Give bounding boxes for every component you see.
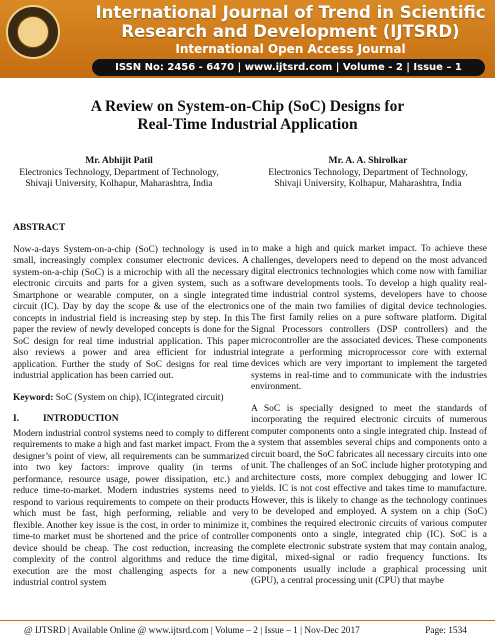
author-affiliation: Electronics Technology, Department of Technology,	[19, 166, 219, 178]
right-column	[251, 244, 487, 598]
journal-banner	[0, 0, 495, 78]
keywords	[13, 393, 249, 405]
body-paragraph: A SoC is specially designed to meet the standards of incorporating the required electronic circuits of numerous computer components onto a single integrated chip. Instead of a system that assembles several chips and components onto a circuit board, the SoC fabricates all necessary circuits into one unit. The challenges of an SoC include higher prototyping and architecture costs, more complex debugging and lower IC yields. IC is not cost effective and takes time to manufacture. However, this is likely to change as the technology continues to be developed and employed. A system on a chip (SoC) combines the required electronic circuits of various computer components onto a single, integrated chip (IC). SoC is a complete electronic substrate system that may contain analog, digital, mixed-signal or radio frequency functions. Its components usually include a graphical processing unit (GPU), a central processing unit (CPU) that maybe	[251, 403, 487, 586]
page-number: Page: 1534	[425, 626, 467, 636]
paper-title-line2: Real-Time Industrial Application	[137, 116, 358, 133]
author-1	[4, 155, 234, 190]
abstract-text: Now-a-days System-on-a-chip (SoC) technology is used in small, increasingly complex consumer electronic devices. A system-on-a-chip (SoC) is a microchip with all the necessary electronic circuits and parts for a given system, such as a Smartphone or wearable computer, on a single integrated circuit (IC). Day by day the scope & use of the electronics concepts in industrial field is increasing step by step. In this paper the review of newly developed concepts is done for the SoC design for real time industrial application. This paper also reviews a power and area efficient for industrial application. Further the study of SoC designs for real time industrial application has been carried out.	[13, 244, 249, 381]
body-paragraph: to make a high and quick market impact. To achieve these challenges, developers need to depend on the most advanced digital electronics technologies which come now with familiar software developments tools. To develop a high quality real-time industrial control systems, developers have to choose one of the main two families of digital device technologies. The first family relies on a pure software platform. Digital Signal Processors controllers (DSP controllers) and the microcontroller are the associated devices. These components integrate a performing microprocessor core with external devices which are very important to implement the targeted systems in real-time and to communicate with the industries environment.	[251, 244, 487, 392]
section-title: INTRODUCTION	[43, 414, 119, 424]
footer-left: @ IJTSRD | Available Online @ www.ijtsrd.com | Volume – 2 | Issue – 1 | Nov-Dec 2017	[24, 626, 360, 636]
intro-text: Modern industrial control systems need to comply to different requirements to make a high and fast market impact. From the designer’s point of view, all requirements can be summarized into two key factors: improve quality (in terms of performance, resource usage, power dissipation, etc.) and reduce time-to-market. Modern industries systems need to respond to various requirements to compete on their products which must be fast, high performing, reliable and very flexible. Another key issue is the cost, in order to minimize it, time-to market must be shortened and the price of controller device should be cheap. The cost reduction, increasing the complexity of the control algorithms and reduce the time execution are the most challenging aspects for a new industrial control system	[13, 428, 249, 588]
keywords-text: SoC (System on chip), IC(integrated circuit)	[53, 392, 224, 403]
author-name: Mr. A. A. Shirolkar	[328, 155, 408, 166]
author-affiliation: Shivaji University, Kolhapur, Maharashtra, India	[274, 178, 462, 189]
page-footer	[0, 620, 495, 641]
section-heading	[13, 414, 249, 426]
author-affiliation: Electronics Technology, Department of Technology,	[268, 166, 468, 178]
left-column	[13, 222, 249, 600]
journal-logo-icon	[6, 5, 60, 59]
section-number: I.	[13, 414, 20, 424]
issn-bar: ISSN No: 2456 - 6470 | www.ijtsrd.com | Volume - 2 | Issue – 1	[92, 59, 485, 76]
journal-title-line2: Research and Development (IJTSRD)	[121, 22, 460, 41]
paper-title-line1: A Review on System-on-Chip (SoC) Designs for	[90, 98, 405, 115]
abstract-heading: ABSTRACT	[13, 222, 66, 233]
author-2	[253, 155, 483, 190]
author-name: Mr. Abhijit Patil	[85, 155, 153, 166]
author-affiliation: Shivaji University, Kolhapur, Maharashtra, India	[25, 178, 213, 189]
journal-subtitle: International Open Access Journal	[175, 42, 406, 56]
journal-title-line1: International Journal of Trend in Scientific	[95, 3, 486, 22]
keywords-label: Keyword:	[13, 392, 54, 403]
